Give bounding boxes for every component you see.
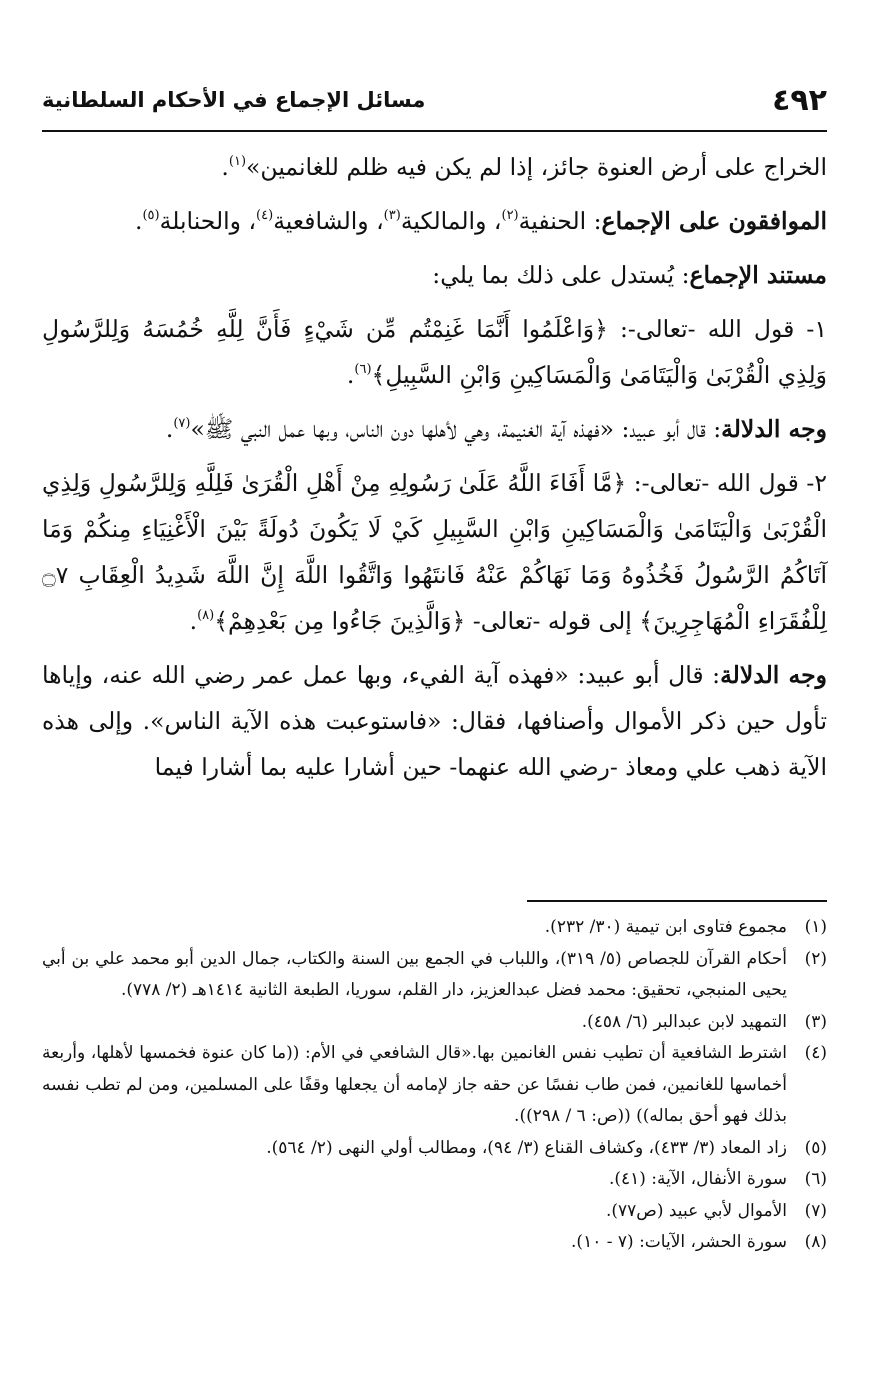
paragraph-text: ، والمالكية	[400, 207, 502, 235]
paragraph: ١- قول الله -تعالى-: ﴿وَاعْلَمُوا أَنَّمَا غَنِمْتُم مِّن شَيْءٍ فَأَنَّ لِلَّهِ خُمُسَهُ وَلِلرَّسُولِ وَلِذِي الْقُرْبَىٰ وَالْيَتَامَىٰ وَالْمَسَاكِينِ وَابْنِ السَّبِيلِ﴾$^{(٦)}$.	[42, 315, 827, 389]
paragraph-text: ، والحنابلة	[159, 207, 257, 235]
paragraph: ٢- قول الله -تعالى-: ﴿مَّا أَفَاءَ اللَّهُ عَلَىٰ رَسُولِهِ مِنْ أَهْلِ الْقُرَىٰ فَلِلَّهِ وَلِلرَّسُولِ وَلِذِي الْقُرْبَىٰ وَالْيَتَامَىٰ وَالْمَسَاكِينِ وَابْنِ السَّبِيلِ كَيْ لَا يَكُونَ دُولَةً بَيْنَ الْأَغْنِيَاءِ مِنكُمْ وَمَا آتَاكُمُ الرَّسُولُ فَخُذُوهُ وَمَا نَهَاكُمْ عَنْهُ فَانتَهُوا وَاتَّقُوا اللَّهَ إِنَّ اللَّهَ شَدِيدُ الْعِقَابِ ۝٧ لِلْفُقَرَاءِ الْمُهَاجِرِينَ﴾ إلى قوله -تعالى- ﴿وَالَّذِينَ جَاءُوا مِن بَعْدِهِمْ﴾$^{(٨)}$.	[42, 469, 827, 635]
footnote-number: (٧)	[804, 1200, 827, 1221]
paragraph-text: إلى قوله -تعالى-	[465, 607, 640, 635]
footnote-text: سورة الحشر، الآيات: (٧ - ١٠).	[571, 1232, 787, 1252]
footnote-rule	[527, 900, 827, 902]
paragraph	[42, 252, 827, 298]
footnote-number: (٨)	[804, 1232, 827, 1252]
page-number: ٤٩٢	[772, 82, 827, 118]
footnote-text: سورة الأنفال، الآية: (٤١).	[608, 1169, 787, 1189]
paragraph-text: : يُستدل على ذلك بما يلي:	[432, 261, 690, 289]
paragraph-text: ، والشافعية	[273, 207, 384, 235]
paragraph: وجه الدلالة: قال أبو عبيد: «فهذه آية الغنيمة، وهي لأهلها دون الناس، وبها عمل النبي ﷺ»$^{(٧)}$.	[165, 415, 827, 443]
footnote-ref: (٧)	[173, 416, 191, 431]
paragraph-text: : الحنفية	[518, 207, 602, 235]
paragraph: الخراج على أرض العنوة جائز، إذا لم يكن فيه ظلم للغانمين»$^{(١)}$.	[221, 153, 827, 181]
footnote-text: زاد المعاد (٣/ ٤٣٣)، وكشاف القناع (٣/ ٩٤)، ومطالب أولي النهى (٢/ ٥٦٤).	[266, 1137, 787, 1158]
quran-verse: ﴿وَاعْلَمُوا أَنَّمَا غَنِمْتُم مِّن شَيْءٍ فَأَنَّ لِلَّهِ خُمُسَهُ وَلِلرَّسُولِ وَلِذِي الْقُرْبَىٰ وَالْيَتَامَىٰ وَالْمَسَاكِينِ وَابْنِ السَّبِيلِ﴾	[42, 315, 827, 389]
paragraph: الموافقون على الإجماع: الحنفية$^{(٢)}$، والمالكية$^{(٣)}$، والشافعية$^{(٤)}$، والحنابلة$^{(٥)}$.	[134, 207, 827, 235]
section-label: مستند الإجماع	[689, 261, 827, 289]
paragraph	[42, 652, 827, 790]
footnote	[42, 944, 827, 1007]
footnote-text: اشترط الشافعية أن تطيب نفس الغانمين بها.«قال الشافعي في الأم: ((ما كان عنوة فخمسها لأهلها، وأربعة أخماسها للغانمين، فمن طاب نفسًا عن حقه جاز لإمامه أن يجعلها وقفًا على المسلمين، ومن لم تطب نفسه بذلك فهو أحق بماله)) ((ص: ٦ / ٢٩٨)).	[42, 1043, 787, 1126]
section-label: الموافقون على الإجماع	[601, 207, 827, 235]
footnote-number: (١)	[804, 917, 827, 937]
footnote	[42, 1007, 827, 1039]
paragraph-text: ١- قول الله -تعالى-:	[607, 315, 827, 343]
footnote-text: أحكام القرآن للجصاص (٥/ ٣١٩)، واللباب في الجمع بين السنة والكتاب، جمال الدين أبو محمد علي بن أبي يحيى المنبجي، تحقيق: محمد فضل عبدالعزيز، دار القلم، سوريا، الطبعة الثانية ١٤١٤هـ (٢/ ٧٧٨).	[42, 948, 787, 1000]
header-rule	[42, 130, 827, 132]
footnote-text: الأموال لأبي عبيد (ص٧٧).	[605, 1200, 787, 1221]
footnote-number: (٢)	[804, 948, 827, 969]
footnotes	[42, 912, 827, 1259]
footnote-number: (٤)	[804, 1043, 827, 1063]
paragraph-text: ٢- قول الله -تعالى-:	[626, 469, 827, 497]
footnote	[42, 912, 827, 944]
section-label: وجه الدلالة	[721, 415, 827, 443]
paragraph-text: : قال أبو عبيد: «فهذه آية الفيء، وبها عمل عمر رضي الله عنه، وإياها تأول حين ذكر الأموال وأصنافها، فقال: «فاستوعبت هذه الآية الناس». وإلى هذه الآية ذهب علي ومعاذ -رضي الله عنهما- حين أشارا عليه بما أشارا فيما	[42, 661, 827, 781]
footnote-number: (٥)	[804, 1137, 827, 1158]
paragraph-text: الخراج على أرض العنوة جائز، إذا لم يكن فيه ظلم للغانمين»	[246, 153, 827, 181]
running-title: مسائل الإجماع في الأحكام السلطانية	[42, 88, 426, 112]
footnote	[42, 1133, 827, 1165]
footnote-ref: (٨)	[197, 608, 215, 623]
quran-verse: ﴿وَالَّذِينَ جَاءُوا مِن بَعْدِهِمْ﴾	[214, 607, 466, 635]
footnote-ref: (٦)	[354, 362, 372, 377]
footnote-number: (٣)	[804, 1011, 827, 1032]
page-header	[42, 78, 827, 122]
main-text	[42, 144, 827, 798]
footnote-ref: (٤)	[256, 208, 274, 223]
footnote-ref: (٢)	[501, 208, 519, 223]
footnote	[42, 1227, 827, 1259]
footnote-text: التمهيد لابن عبدالبر (٦/ ٤٥٨).	[581, 1011, 787, 1032]
footnote	[42, 1196, 827, 1228]
footnote-ref: (٥)	[142, 208, 160, 223]
footnote-text: مجموع فتاوى ابن تيمية (٣٠/ ٢٣٢).	[544, 917, 787, 937]
section-label: وجه الدلالة	[720, 661, 828, 689]
footnote	[42, 1038, 827, 1133]
footnote	[42, 1164, 827, 1196]
quran-verse: ﴿مَّا أَفَاءَ اللَّهُ عَلَىٰ رَسُولِهِ مِنْ أَهْلِ الْقُرَىٰ فَلِلَّهِ وَلِلرَّسُولِ وَلِذِي الْقُرْبَىٰ وَالْيَتَامَىٰ وَالْمَسَاكِينِ وَابْنِ السَّبِيلِ كَيْ لَا يَكُونَ دُولَةً بَيْنَ الْأَغْنِيَاءِ مِنكُمْ وَمَا آتَاكُمُ الرَّسُولُ فَخُذُوهُ وَمَا نَهَاكُمْ عَنْهُ فَانتَهُوا وَاتَّقُوا اللَّهَ إِنَّ اللَّهَ شَدِيدُ الْعِقَابِ ۝٧ لِلْفُقَرَاءِ الْمُهَاجِرِينَ﴾	[42, 469, 827, 635]
footnote-number: (٦)	[804, 1169, 827, 1189]
footnote-ref: (١)	[228, 154, 247, 169]
paragraph-text: : قال أبو عبيد: «فهذه آية الغنيمة، وهي لأهلها دون الناس، وبها عمل النبي ﷺ»	[190, 415, 722, 443]
footnote-ref: (٣)	[383, 208, 401, 223]
